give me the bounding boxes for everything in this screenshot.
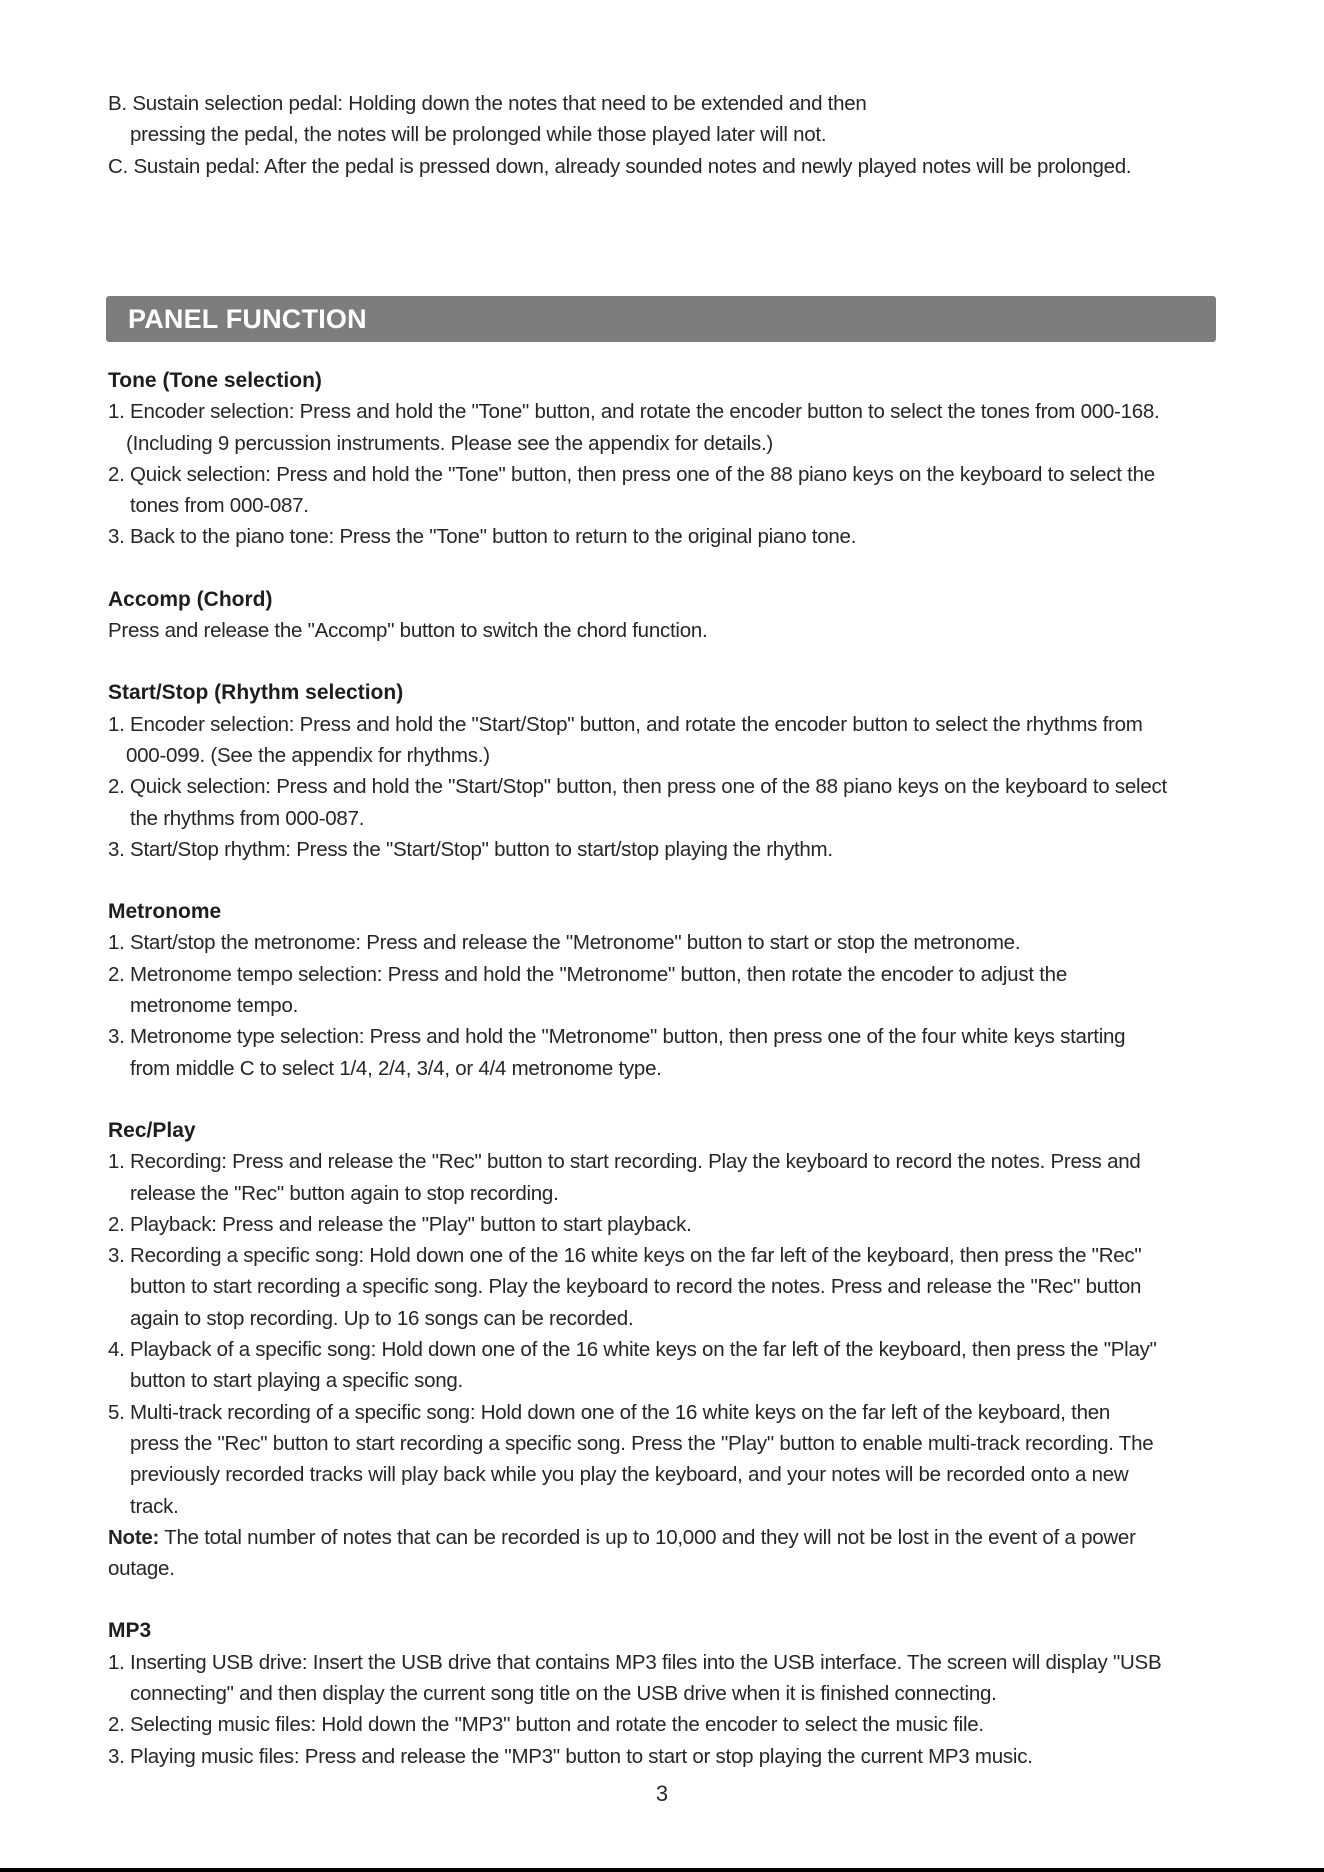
list-item: 2. Playback: Press and release the "Play" button to start playback.	[108, 1212, 692, 1236]
list-item-continuation: the rhythms from 000-087.	[130, 806, 365, 830]
paragraph-line: C. Sustain pedal: After the pedal is pressed down, already sounded notes and newly played notes will be prolonged.	[108, 154, 1132, 178]
start-stop-section	[108, 677, 1228, 865]
section-heading: Tone (Tone selection)	[108, 369, 322, 392]
list-item: 1. Encoder selection: Press and hold the "Start/Stop" button, and rotate the encoder button to select the rhythms from	[108, 712, 1143, 736]
list-item-continuation: button to start playing a specific song.	[130, 1369, 464, 1393]
list-item-continuation: metronome tempo.	[130, 994, 299, 1018]
section-heading: Accomp (Chord)	[108, 587, 273, 611]
list-item-continuation: tones from 000-087.	[130, 494, 309, 518]
accomp-section	[108, 584, 1228, 647]
tone-section	[108, 365, 1228, 553]
list-item: 3. Metronome type selection: Press and hold the "Metronome" button, then press one of the four white keys starting	[108, 1025, 1126, 1049]
section-heading: Metronome	[108, 900, 222, 924]
list-item: 5. Multi-track recording of a specific song: Hold down one of the 16 white keys on the far left of the keyboard, then	[108, 1400, 1111, 1424]
list-item: 4. Playback of a specific song: Hold down one of the 16 white keys on the far left of the keyboard, then press the "Play"	[108, 1338, 1157, 1362]
list-item-continuation: connecting" and then display the current song title on the USB drive when it is finished connecting.	[130, 1681, 997, 1705]
rec-play-section	[108, 1115, 1228, 1584]
section-heading: MP3	[108, 1619, 152, 1643]
section-banner	[106, 296, 1216, 342]
paragraph-line: pressing the pedal, the notes will be prolonged while those played later will not.	[130, 123, 827, 147]
list-item: 1. Start/stop the metronome: Press and release the "Metronome" button to start or stop the metronome.	[108, 931, 1021, 955]
list-item-continuation: again to stop recording. Up to 16 songs can be recorded.	[130, 1306, 634, 1330]
list-item: 3. Back to the piano tone: Press the "Tone" button to return to the original piano tone.	[108, 525, 857, 549]
section-title: PANEL FUNCTION	[128, 304, 367, 334]
list-item: 2. Metronome tempo selection: Press and hold the "Metronome" button, then rotate the encoder to adjust the	[108, 962, 1067, 986]
list-item-continuation: 000-099. (See the appendix for rhythms.)	[126, 743, 490, 767]
list-item-continuation: release the "Rec" button again to stop recording.	[130, 1181, 559, 1205]
page-number: 3	[655, 1781, 669, 1806]
list-item: 2. Quick selection: Press and hold the "Start/Stop" button, then press one of the 88 piano keys on the keyboard to select	[108, 775, 1167, 799]
paragraph-line: B. Sustain selection pedal: Holding down the notes that need to be extended and then	[108, 92, 867, 115]
list-item: 3. Start/Stop rhythm: Press the "Start/Stop" button to start/stop playing the rhythm.	[108, 837, 833, 861]
list-item-continuation: track.	[130, 1494, 179, 1518]
list-item-continuation: press the "Rec" button to start recording a specific song. Press the "Play" button to enable multi-track recording. The	[130, 1431, 1154, 1455]
list-item-continuation: from middle C to select 1/4, 2/4, 3/4, or 4/4 metronome type.	[130, 1056, 662, 1080]
section-heading: Rec/Play	[108, 1118, 196, 1142]
note-line-continuation: outage.	[108, 1557, 175, 1581]
sustain-pedal-notes	[108, 88, 1228, 182]
list-item: 3. Recording a specific song: Hold down one of the 16 white keys on the far left of the keyboard, then press the "Rec"	[108, 1244, 1142, 1268]
list-item: 1. Recording: Press and release the "Rec" button to start recording. Play the keyboard to record the notes. Press and	[108, 1150, 1141, 1174]
section-heading: Start/Stop (Rhythm selection)	[108, 681, 404, 705]
metronome-section	[108, 896, 1228, 1084]
list-item-continuation: button to start recording a specific song. Play the keyboard to record the notes. Press and release the "Rec" button	[130, 1275, 1142, 1299]
list-item: 2. Quick selection: Press and hold the "Tone" button, then press one of the 88 piano keys on the keyboard to select the	[108, 462, 1155, 486]
note-line	[108, 1522, 1228, 1553]
bottom-border	[0, 1868, 1324, 1872]
panel-function-content	[108, 365, 1228, 1803]
list-item: 2. Selecting music files: Hold down the "MP3" button and rotate the encoder to select the music file.	[108, 1713, 984, 1737]
mp3-section	[108, 1615, 1228, 1771]
note-label: Note:	[108, 1525, 160, 1549]
note-text: The total number of notes that can be recorded is up to 10,000 and they will not be lost in the event of a power	[159, 1525, 1136, 1549]
list-item: 3. Playing music files: Press and release the "MP3" button to start or stop playing the current MP3 music.	[108, 1744, 1033, 1768]
paragraph-line: Press and release the "Accomp" button to switch the chord function.	[108, 619, 708, 643]
list-item-continuation: previously recorded tracks will play back while you play the keyboard, and your notes will be recorded onto a new	[130, 1463, 1129, 1487]
list-item: 1. Encoder selection: Press and hold the "Tone" button, and rotate the encoder button to select the tones from 000-168.	[108, 400, 1160, 424]
list-item: 1. Inserting USB drive: Insert the USB drive that contains MP3 files into the USB interface. The screen will display "USB	[108, 1650, 1162, 1674]
list-item-continuation: (Including 9 percussion instruments. Please see the appendix for details.)	[126, 431, 773, 455]
